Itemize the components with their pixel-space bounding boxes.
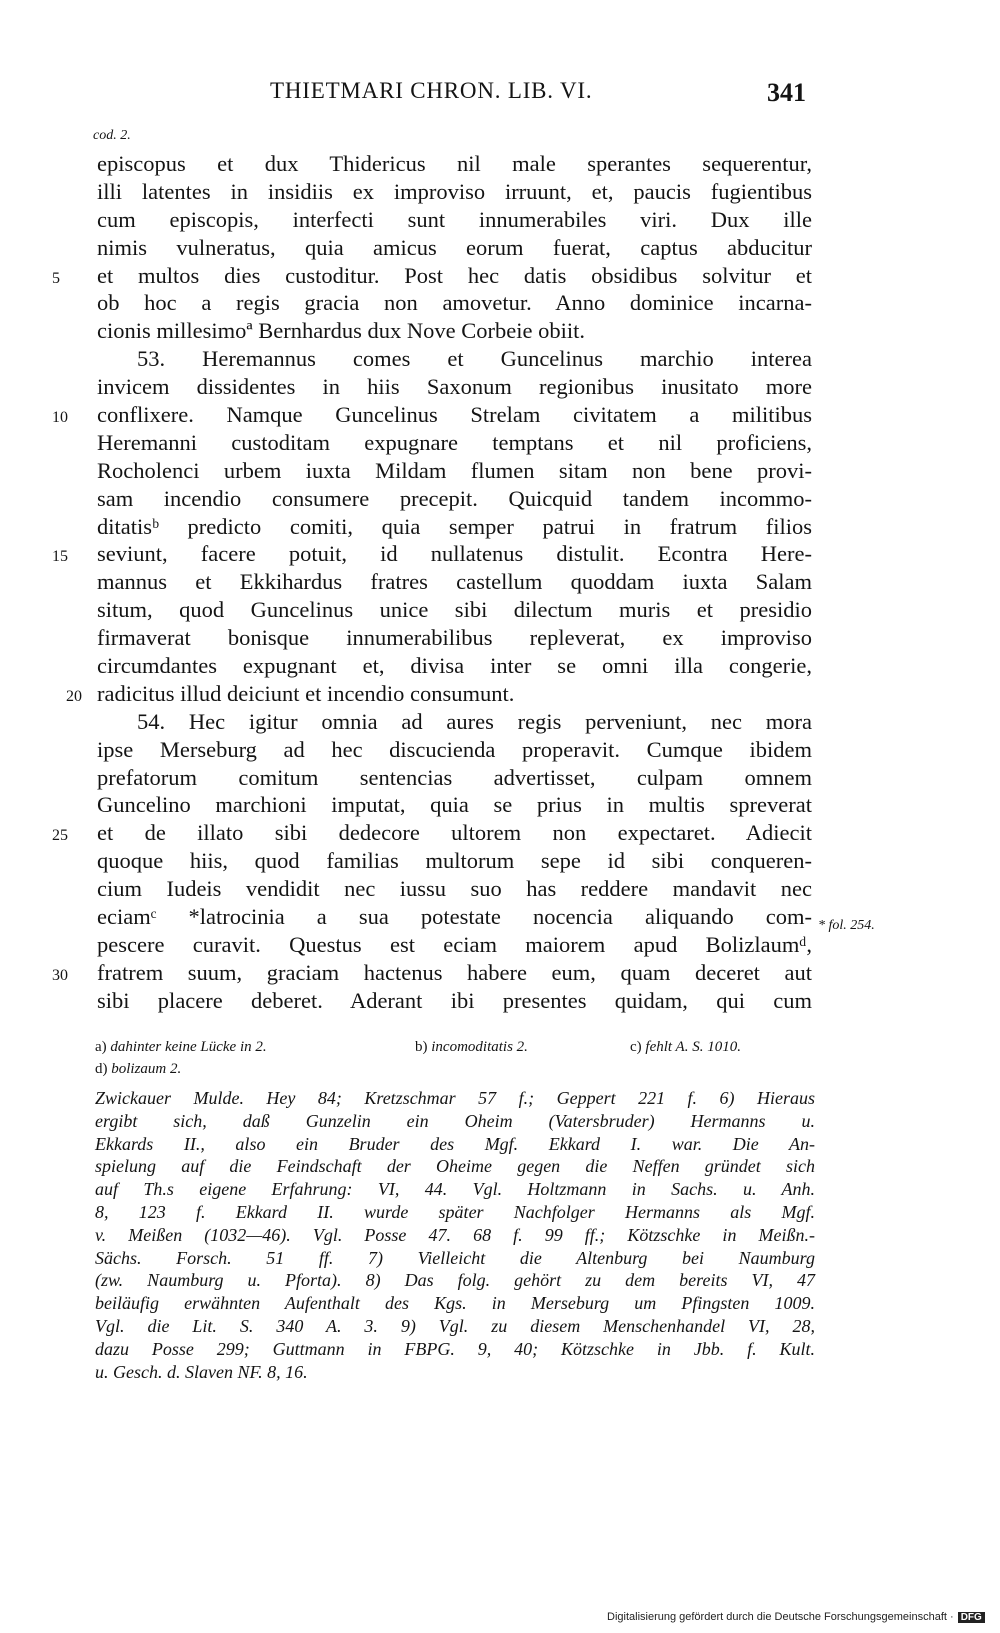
commentary-line: Vgl. die Lit. S. 340 A. 3. 9) Vgl. zu diesem Menschenhandel VI, 28, <box>95 1315 815 1336</box>
text-line <box>97 234 812 262</box>
footer-text: Digitalisierung gefördert durch die Deutsche Forschungsgemeinschaft · <box>607 1611 954 1623</box>
text-line <box>97 457 812 485</box>
commentary-line: auf Th.s eigene Erfahrung: VI, 44. Vgl. Holtzmann in Sachs. u. Anh. <box>95 1179 815 1200</box>
apparatus-text: bolizaum 2. <box>111 1061 182 1077</box>
apparatus-label: d) <box>95 1061 108 1077</box>
line-text: cionis millesimoª Bernhardus dux Nove Corbeie obiit. <box>97 318 586 344</box>
line-text: 54. Hec igitur omnia ad aures regis perveniunt, nec mora <box>137 708 812 734</box>
line-number: 5 <box>52 269 60 287</box>
apparatus-label: c) <box>630 1039 642 1055</box>
line-text: situm, quod Guncelinus unice sibi dilectum muris et presidio <box>97 597 812 623</box>
commentary-line: spielung auf die Feindschaft der Oheime gegen die Neffen gründet sich <box>95 1156 815 1177</box>
line-text: conflixere. Namque Guncelinus Strelam civitatem a militibus <box>97 402 812 428</box>
apparatus-row <box>95 1036 815 1058</box>
line-text: firmaverat bonisque innumerabilibus repleverat, ex improviso <box>97 625 812 651</box>
text-line <box>66 680 812 708</box>
commentary-line: v. Meißen (1032—46). Vgl. Posse 47. 68 f. 99 ff.; Kötzschke in Meißn.- <box>95 1224 815 1245</box>
line-number: 10 <box>52 409 68 427</box>
footer-credit <box>607 1611 985 1623</box>
commentary-line: ergibt sich, daß Gunzelin ein Oheim (Vatersbruder) Hermanns u. <box>95 1110 815 1131</box>
text-line <box>97 791 812 819</box>
text-line <box>97 736 812 764</box>
commentary-line: u. Gesch. d. Slaven NF. 8, 16. <box>95 1361 308 1382</box>
line-text: ditatisᵇ predicto comiti, quia semper patrui in fratrum filios <box>97 513 812 539</box>
text-line <box>97 289 812 317</box>
text-line <box>97 987 812 1015</box>
line-text: seviunt, facere potuit, id nullatenus distulit. Econtra Here- <box>97 541 812 567</box>
apparatus-label: a) <box>95 1039 107 1055</box>
commentary-line: (zw. Naumburg u. Pforta). 8) Das folg. gehört zu dem bereits VI, 47 <box>95 1270 815 1291</box>
line-text: sam incendio consumere precepit. Quicquid tandem incommo- <box>97 485 812 511</box>
commentary-line: Ekkards II., also ein Bruder des Mgf. Ekkard I. war. Die An- <box>95 1133 815 1154</box>
text-line <box>97 624 812 652</box>
text-line <box>97 317 812 345</box>
line-text: cum episcopis, interfecti sunt innumerabiles viri. Dux ille <box>97 206 812 232</box>
line-text: quoque hiis, quod familias multorum sepe id sibi conqueren- <box>97 848 812 874</box>
line-text: Guncelino marchioni imputat, quia se prius in multis spreverat <box>97 792 812 818</box>
line-text: radicitus illud deiciunt et incendio consumunt. <box>97 680 515 706</box>
text-line <box>52 819 812 847</box>
line-text: circumdantes expugnant et, divisa inter se omni illa congerie, <box>97 653 812 679</box>
text-line <box>97 931 812 959</box>
text-line <box>97 903 812 931</box>
text-line <box>52 959 812 987</box>
line-text: Heremanni custoditam expugnare temptans et nil proficiens, <box>97 429 812 455</box>
line-text: eciamᶜ *latrocinia a sua potestate nocencia aliquando com- <box>97 904 812 930</box>
text-line <box>97 764 812 792</box>
apparatus-note <box>95 1058 181 1080</box>
text-line <box>52 540 812 568</box>
dfg-logo: DFG <box>958 1612 985 1623</box>
commentary-line: Sächs. Forsch. 51 ff. 7) Vielleicht die Altenburg bei Naumburg <box>95 1247 815 1268</box>
line-text: prefatorum comitum sentencias advertisset, culpam omnem <box>97 764 812 790</box>
text-line <box>52 262 812 290</box>
critical-apparatus <box>95 1036 815 1080</box>
line-number: 20 <box>66 687 82 705</box>
page-number: 341 <box>767 78 806 107</box>
commentary-line: beiläufig erwähnten Aufenthalt des Kgs. in Merseburg um Pfingsten 1009. <box>95 1293 815 1314</box>
text-line <box>97 847 812 875</box>
apparatus-note <box>95 1036 267 1058</box>
line-text: episcopus et dux Thidericus nil male sperantes sequerentur, <box>97 151 812 176</box>
line-text: illi latentes in insidiis ex improviso irruunt, et, paucis fugientibus <box>97 178 812 204</box>
line-text: cium Iudeis vendidit nec iussu suo has reddere mandavit nec <box>97 876 812 902</box>
apparatus-label: b) <box>415 1039 428 1055</box>
text-line <box>97 652 812 680</box>
text-line <box>97 708 812 736</box>
line-text: et de illato sibi dedecore ultorem non expectaret. Adiecit <box>97 820 812 846</box>
line-text: nimis vulneratus, quia amicus eorum fuerat, captus abducitur <box>97 234 812 260</box>
line-text: fratrem suum, graciam hactenus habere eum, quam deceret aut <box>97 959 812 985</box>
apparatus-row <box>95 1058 815 1080</box>
commentary-footnotes <box>95 1087 815 1383</box>
apparatus-text: incomoditatis 2. <box>431 1039 528 1055</box>
apparatus-note <box>415 1036 528 1058</box>
apparatus-text: fehlt A. S. 1010. <box>645 1039 741 1055</box>
text-line <box>52 401 812 429</box>
line-text: pescere curavit. Questus est eciam maiorem apud Bolizlaumᵈ, <box>97 931 812 957</box>
line-number: 25 <box>52 827 68 845</box>
running-head: THIETMARI CHRON. LIB. VI. <box>270 78 593 103</box>
text-line <box>97 178 812 206</box>
text-line <box>97 513 812 541</box>
text-line <box>97 345 812 373</box>
apparatus-text: dahinter keine Lücke in 2. <box>110 1039 267 1055</box>
text-line <box>97 206 812 234</box>
line-text: et multos dies custoditur. Post hec datis obsidibus solvitur et <box>97 262 812 288</box>
line-text: Rocholenci urbem iuxta Mildam flumen sitam non bene provi- <box>97 457 812 483</box>
commentary-line: dazu Posse 299; Guttmann in FBPG. 9, 40; Kötzschke in Jbb. f. Kult. <box>95 1338 815 1359</box>
line-text: ob hoc a regis gracia non amovetur. Anno dominice incarna- <box>97 290 812 316</box>
text-line <box>97 150 812 178</box>
margin-note-folio: * fol. 254. <box>818 918 875 933</box>
text-line <box>97 485 812 513</box>
margin-note-codex: cod. 2. <box>93 128 131 143</box>
line-text: invicem dissidentes in hiis Saxonum regionibus inusitato more <box>97 374 812 400</box>
text-line <box>97 373 812 401</box>
text-line <box>97 596 812 624</box>
line-text: 53. Heremannus comes et Guncelinus marchio interea <box>137 346 812 372</box>
line-text: sibi placere deberet. Aderant ibi presentes quidam, qui cum <box>97 987 812 1013</box>
line-text: mannus et Ekkihardus fratres castellum quoddam iuxta Salam <box>97 569 812 595</box>
line-number: 30 <box>52 966 68 984</box>
text-line <box>97 429 812 457</box>
line-text: ipse Merseburg ad hec discucienda properavit. Cumque ibidem <box>97 736 812 762</box>
line-number: 15 <box>52 548 68 566</box>
main-text-block <box>52 150 812 1015</box>
text-line <box>97 875 812 903</box>
commentary-line: Zwickauer Mulde. Hey 84; Kretzschmar 57 f.; Geppert 221 f. 6) Hieraus <box>95 1088 815 1108</box>
apparatus-note <box>630 1036 741 1058</box>
text-line <box>97 568 812 596</box>
commentary-line: 8, 123 f. Ekkard II. wurde später Nachfolger Hermanns als Mgf. <box>95 1201 815 1222</box>
